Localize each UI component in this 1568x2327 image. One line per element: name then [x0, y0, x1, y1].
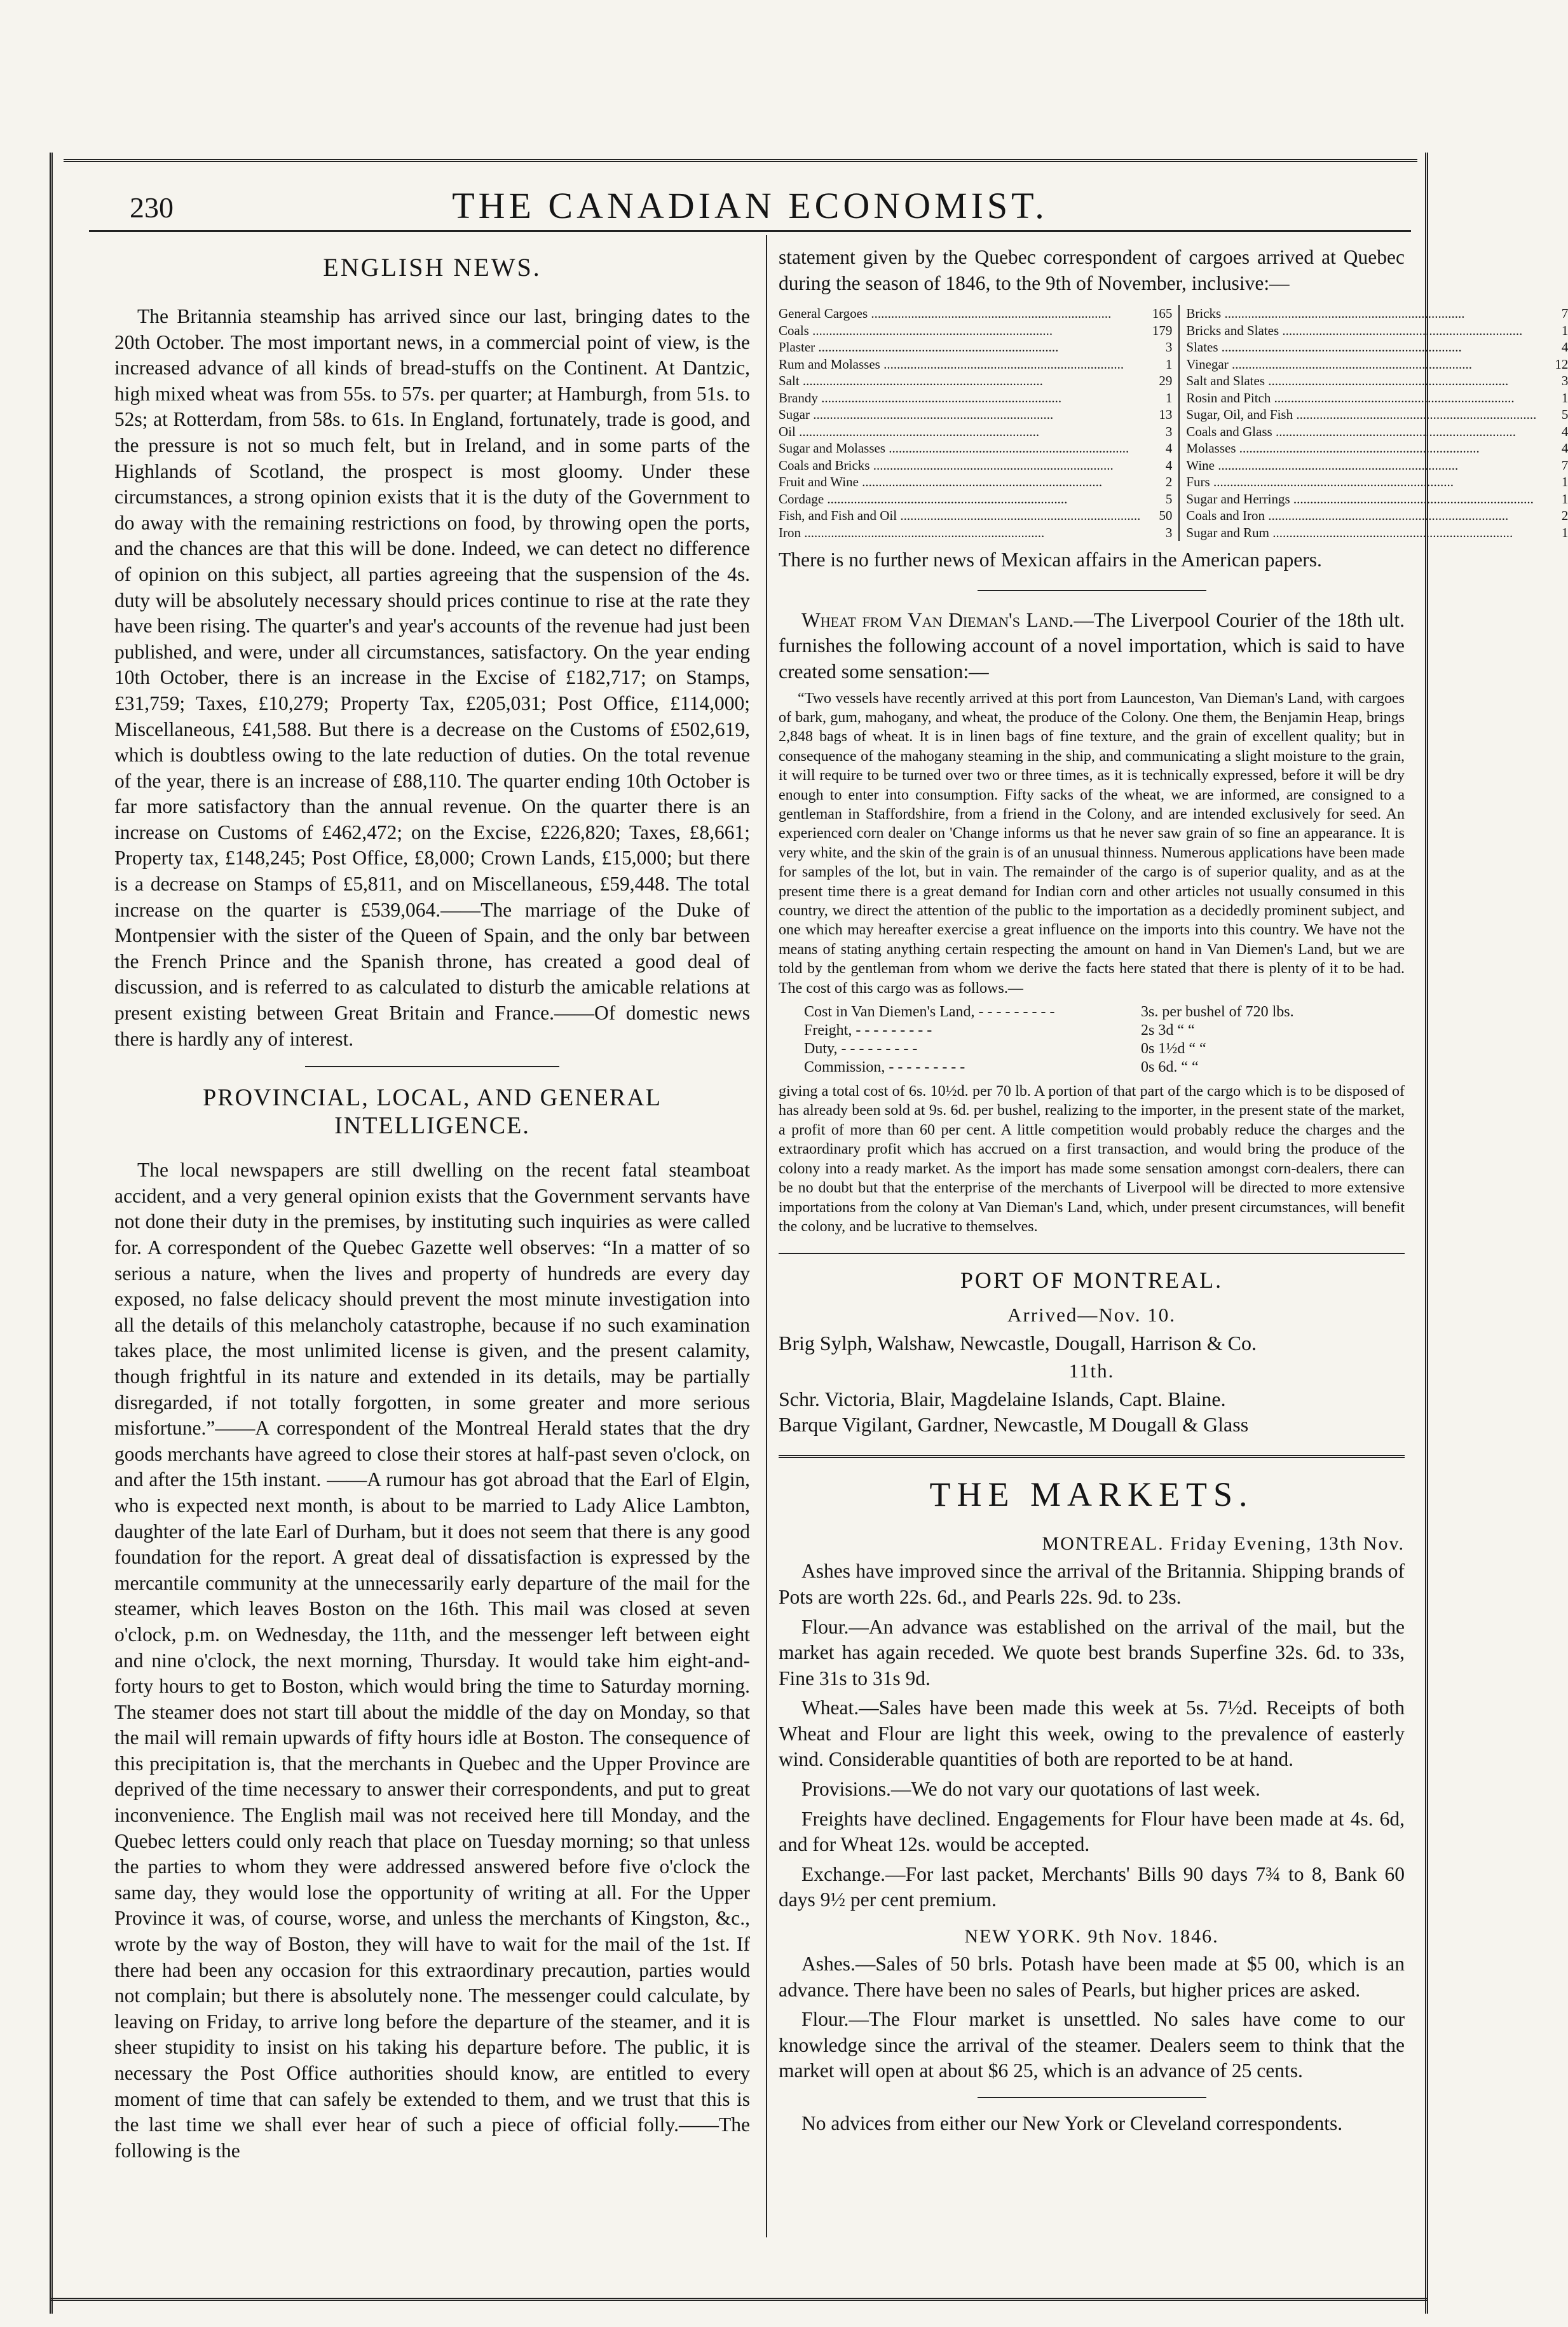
left-border	[50, 153, 53, 2314]
column-divider	[766, 235, 767, 2237]
section-rule	[779, 1455, 1405, 1458]
cargo-name: Wine .....	[1186, 457, 1536, 474]
markets-heading: THE MARKETS.	[929, 1475, 1254, 1514]
cargo-row	[779, 305, 1172, 322]
ny-ashes: Ashes.—Sales of 50 brls. Potash have been made at $5 00, which is an advance. There have been no sales of Pearls, but higher prices are asked.	[779, 1953, 1405, 2001]
cargo-count: 165	[1152, 306, 1173, 322]
cargo-name: Furs .....	[1186, 474, 1536, 491]
date-11th: 11th.	[1068, 1360, 1115, 1382]
provincial-heading: PROVINCIAL, LOCAL, AND GENERAL INTELLIGENCE.	[203, 1084, 662, 1140]
cargo-row	[779, 390, 1172, 407]
cargo-count: 1	[1165, 356, 1173, 372]
wheat-intro: —The Liverpool Courier of the 18th ult. furnishes the following account of a novel importation, which is said to have created some sensation:—	[779, 608, 1405, 683]
cargo-row	[1186, 372, 1568, 390]
cost-label: Freight, - -	[804, 1021, 1141, 1040]
cargo-name: Iron .....	[779, 524, 1140, 542]
cargo-count: 4	[1165, 457, 1173, 473]
cost-row	[804, 1040, 1405, 1058]
cargo-count: 1	[1561, 491, 1568, 507]
left-column	[114, 245, 750, 2167]
cargo-count: 2	[1165, 474, 1173, 490]
cargo-row	[1186, 339, 1568, 356]
market-ashes: Ashes have improved since the arrival of the Britannia. Shipping brands of Pots are worth 22s. 6d., and Pearls 22s. 9d. to 23s.	[779, 1560, 1405, 1608]
cargo-name: Fruit and Wine .....	[779, 474, 1140, 491]
cargo-count: 29	[1159, 373, 1173, 389]
english-news-paragraph: The Britannia steamship has arrived since our last, bringing dates to the 20th October. The most important news, in a commercial point of view, is the increased advance of all kinds of bread-stuffs on the Continent. At Dantzic, high mixed wheat was from 55s. to 57s. per quarter; at Hamburgh, from 51s. to 52s; at Rotterdam, from 58s. to 61s. In England, fortunately, trade is good, and the pressure is not so much felt, but in Ireland, and in some parts of the Highlands of Scotland, the prospect is most gloomy. Under these circumstances, a strong opinion exists that it is the duty of the Government to do away with the remaining restrictions on food, by throwing open the ports, and the chances are that this will be done. Indeed, we can detect no difference of opinion on this subject, all parties agreeing that the suspension of the 4s. duty will be absolutely necessary should prices continue to rise at the rate they have been rising. The quarter's and year's accounts of the revenue had just been published, and were, under all circumstances, satisfactory. On the year ending 10th October, there is an increase in the Excise of £182,717; on Stamps, £31,759; Taxes, £10,279; Property Tax, £205,031; Post Office, £114,000; Miscellaneous, £41,588. But there is a decrease on the Customs of £502,619, which is doubtless owing to the late reduction of duties. On the total revenue of the year, there is an increase of £88,110. The quarter ending 10th October is far more satisfactory than the annual revenue. On the quarter there is an increase on Customs of £462,472; on the Excise, £226,820; Taxes, £8,661; Property tax, £148,245; Post Office, £8,000; Crown Lands, £15,000; but there is a decrease on Stamps of £5,811, and on Miscellaneous, £59,448. The total increase on the quarter is £539,064.——The marriage of the Duke of Montpensier with the sister of the Queen of Spain, and the only bar between the French Prince and the Spanish throne, has created a good deal of discussion, and is referred to as calculated to disturb the amicable relations at present existing between Great Britain and France.——Of domestic news there is hardly any of interest.	[114, 305, 750, 1050]
cargo-count: 4	[1561, 339, 1568, 355]
cargo-count: 12	[1555, 356, 1568, 372]
newspaper-page	[38, 25, 1568, 2304]
cargo-row	[1186, 507, 1568, 524]
cargo-name: Brandy .....	[779, 390, 1140, 407]
header-rule	[89, 230, 1411, 232]
cargo-row	[1186, 457, 1568, 474]
cargo-row	[1186, 406, 1568, 423]
cargo-name: Salt and Slates .....	[1186, 372, 1536, 390]
cargo-name: Bricks and Slates .....	[1186, 322, 1536, 339]
cargo-name: Sugar .....	[779, 406, 1140, 423]
section-rule	[779, 1253, 1405, 1254]
cargo-name: Molasses .....	[1186, 440, 1536, 457]
cargo-list-left	[779, 305, 1180, 541]
cost-value: 0s 1½d “ “	[1141, 1041, 1206, 1058]
cargo-name: Sugar, Oil, and Fish .....	[1186, 406, 1536, 423]
cargo-row	[779, 491, 1172, 508]
cargo-row	[1186, 356, 1568, 373]
top-border	[64, 159, 1417, 162]
cargo-row	[779, 423, 1172, 440]
cargo-name: General Cargoes .....	[779, 305, 1140, 322]
cargo-count: 1	[1561, 524, 1568, 540]
cargo-row	[779, 524, 1172, 542]
cargo-name: Salt .....	[779, 372, 1140, 390]
cargo-name: Coals .....	[779, 322, 1140, 339]
cargo-count: 50	[1159, 508, 1173, 524]
wheat-paragraph	[779, 608, 1405, 685]
cargo-count: 1	[1561, 390, 1568, 406]
wheat-after: giving a total cost of 6s. 10½d. per 70 lb. A portion of that part of the cargo which is to be disposed of has already been sold at 9s. 6d. per bushel, realizing to the importer, in the present state of the market, a profit of more than 60 per cent. A little competition would probably reduce the charges and the extraordinary profit which has accrued on a first transaction, and would bring the produce of the colony into a ready market. As the import has made some sensation amongst corn-dealers, there can be no doubt but that the enterprise of the merchants of Liverpool will be directed to more extensive importations from the colony at Van Dieman's Land, which, under present circumstances, will benefit the colony, and be lucrative to themselves.	[779, 1083, 1405, 1235]
cost-row	[804, 1021, 1405, 1040]
page-header	[89, 173, 1411, 230]
cargo-row	[779, 507, 1172, 524]
cargo-name: Plaster .....	[779, 339, 1140, 356]
cost-row	[804, 1058, 1405, 1077]
cargo-count: 4	[1165, 440, 1173, 456]
cargo-row	[779, 474, 1172, 491]
cargo-row	[779, 339, 1172, 356]
cost-label: Commission, - -	[804, 1058, 1141, 1077]
market-wheat: Wheat.—Sales have been made this week at 5s. 7½d. Receipts of both Wheat and Flour are light this week, owing to the prevalence of easterly wind. Considerable quantities of both are reported to be at hand.	[779, 1696, 1405, 1771]
cargo-count: 3	[1165, 339, 1173, 355]
cargo-intro: statement given by the Quebec correspondent of cargoes arrived at Quebec during the season of 1846, to the 9th of November, inclusive:—	[779, 246, 1405, 294]
cargo-count: 5	[1165, 491, 1173, 507]
cargo-name: Rum and Molasses .....	[779, 356, 1140, 373]
cargo-list-right	[1186, 305, 1568, 541]
cargo-name: Bricks .....	[1186, 305, 1536, 322]
mexican-news: There is no further news of Mexican affairs in the American papers.	[779, 549, 1322, 571]
cargo-count: 1	[1561, 322, 1568, 338]
cargo-table	[779, 305, 1568, 541]
cargo-row	[779, 406, 1172, 423]
cost-value: 2s 3d “ “	[1141, 1022, 1195, 1039]
cargo-row	[779, 356, 1172, 373]
bottom-border	[51, 2298, 1427, 2301]
cargo-count: 5	[1561, 407, 1568, 423]
wheat-quote: “Two vessels have recently arrived at this port from Launceston, Van Dieman's Land, with cargoes of bark, gum, mahogany, and wheat, the produce of the Colony. One them, the Benjamin Heap, brings 2,848 bags of wheat. It is in linen bags of fine texture, and the grain of excellent quality; but in consequence of the mahogany steaming in the ship, and communicating a slight moisture to the grain, it will require to be turned over two or three times, as it is technically expressed, before it will be dry enough to enter into consumption. Fifty sacks of the wheat, we are informed, are consigned to a gentleman in Staffordshire, from a friend in the Colony, and are intended exclusively for seed. An experienced corn dealer on 'Change informs us that he never saw grain of so fine an appearance. It is very white, and the skin of the grain is of an unusual thinness. Numerous applications have been made for samples of the lot, but in vain. The remainder of the cargo is of superior quality, and as at the present time there is a great demand for Indian corn and other articles not usually consumed in this country, we direct the attention of the public to the importation as a decidedly prominent subject, and one which may hereafter exercise a great influence on the imports into this country. We have not the means of stating anything certain respecting the amount on hand in Van Diemen's Land, but we are told by the gentleman from whom we derive the facts here stated that there is plenty of it to be had. The cost of this cargo was as follows.—	[779, 690, 1405, 997]
cargo-name: Slates .....	[1186, 339, 1536, 356]
wheat-lead: Wheat from Van Dieman's Land.	[801, 608, 1074, 631]
ship-entry: Barque Vigilant, Gardner, Newcastle, M Dougall & Glass	[779, 1413, 1249, 1436]
montreal-dateline: MONTREAL. Friday Evening, 13th Nov.	[1042, 1533, 1405, 1555]
market-flour: Flour.—An advance was established on the arrival of the mail, but the market has again receded. We quote best brands Superfine 32s. 6d. to 33s, Fine 31s to 31s 9d.	[779, 1615, 1405, 1689]
cost-label: Cost in Van Diemen's Land, - -	[804, 1003, 1141, 1021]
cargo-count: 3	[1561, 373, 1568, 389]
market-freights: Freights have declined. Engagements for Flour have been made at 4s. 6d, and for Wheat 12s. would be accepted.	[779, 1807, 1405, 1856]
cargo-name: Sugar and Rum .....	[1186, 524, 1536, 542]
cargo-count: 3	[1165, 423, 1173, 439]
cargo-name: Coals and Iron .....	[1186, 507, 1536, 524]
arrived-date: Arrived—Nov. 10.	[1007, 1304, 1176, 1327]
cargo-count: 7	[1561, 306, 1568, 322]
newyork-dateline: NEW YORK. 9th Nov. 1846.	[964, 1926, 1219, 1948]
cost-label: Duty, - -	[804, 1040, 1141, 1058]
cargo-name: Vinegar .....	[1186, 356, 1536, 373]
section-rule	[305, 1066, 559, 1067]
cargo-row	[1186, 305, 1568, 322]
ship-entry: Schr. Victoria, Blair, Magdelaine Islands, Capt. Blaine.	[779, 1388, 1226, 1411]
provincial-paragraph: The local newspapers are still dwelling on the recent fatal steamboat accident, and a very general opinion exists that the Government servants have not done their duty in the premises, by instituting such inquiries as were called for. A correspondent of the Quebec Gazette well observes: “In a matter of so serious a nature, when the lives and property of hundreds are every day exposed, no false delicacy should prevent the most minute investigation into all the details of this melancholy catastrophe, because if no such examination takes place, the most unlimited license is given, and the present calamity, though frightful in its nature and extended in its details, may be partially disregarded, if not totally forgotten, in some greater and more serious misfortune.”——A correspondent of the Montreal Herald states that the dry goods merchants have agreed to close their stores at half-past seven o'clock, on and after the 15th instant. ——A rumour has got abroad that the Earl of Elgin, who is expected next month, is about to be married to Lady Alice Lambton, daughter of the late Earl of Durham, but it does not seem that there is any good foundation for the report. A great deal of dissatisfaction is expressed by the mercantile community at the unnecessarily early departure of the mail for the steamer, which leaves Boston on the 16th. This mail was closed at seven o'clock, p.m. on Wednesday, the 11th, and the messenger left between eight and nine o'clock, the next morning, Thursday. It would take him eight-and-forty hours to get to Boston, which would bring the time to Saturday morning. The steamer does not start till about the middle of the day on Monday, so that the mail will remain upwards of fifty hours idle at Boston. The consequence of this precipitation is, that the merchants in Quebec and the Upper Province are deprived of the time necessary to answer their correspondents, and put to great inconvenience. The English mail was not received here till Monday, and the Quebec letters could only reach that place on Tuesday morning; so that unless the parties to whom they were addressed answered before five o'clock the same day, they would lose the opportunity of writing at all. For the Upper Province it was, of course, worse, and unless the merchants of Kingston, &c., wrote by the way of Boston, they will have to wait for the mail of the 1st. If there had been any occasion for this extraordinary precaution, parties would not complain; but there is absolutely none. The messenger could calculate, by leaving on Friday, to arrive long before the departure of the steamer, and it is sheer stupidity to insist on his taking his departure before. The public, it is necessary the Post Office authorities should know, are entitled to every moment of time that can safely be extended to them, and we trust that this is the last time we shall ever hear of such a piece of official folly.——The following is the	[114, 1159, 750, 2162]
english-news-heading: ENGLISH NEWS.	[323, 253, 542, 282]
cost-value: 0s 6d. “ “	[1141, 1059, 1199, 1076]
cargo-row	[779, 440, 1172, 457]
section-rule	[978, 590, 1206, 591]
cargo-name: Oil .....	[779, 423, 1140, 440]
cargo-row	[1186, 440, 1568, 457]
cargo-count: 4	[1561, 440, 1568, 456]
cargo-count: 13	[1159, 407, 1173, 423]
cost-row	[804, 1003, 1405, 1021]
cargo-row	[1186, 474, 1568, 491]
cargo-count: 179	[1152, 322, 1173, 338]
ny-flour: Flour.—The Flour market is unsettled. No sales have come to our knowledge since the arrival of the steamer. Dealers seem to think that the market will open at about $6 25, which is an advance of 25 cents.	[779, 2008, 1405, 2082]
port-heading: PORT OF MONTREAL.	[960, 1267, 1224, 1293]
cargo-row	[779, 372, 1172, 390]
cargo-name: Rosin and Pitch .....	[1186, 390, 1536, 407]
cargo-row	[1186, 491, 1568, 508]
cargo-name: Fish, and Fish and Oil .....	[779, 507, 1140, 524]
cargo-name: Sugar and Herrings .....	[1186, 491, 1536, 508]
cargo-name: Coals and Bricks .....	[779, 457, 1140, 474]
cost-table	[804, 1003, 1405, 1077]
market-provisions: Provisions.—We do not vary our quotations of last week.	[801, 1778, 1260, 1801]
no-advices: No advices from either our New York or Cleveland correspondents.	[801, 2112, 1343, 2134]
right-column	[779, 245, 1568, 2141]
cargo-row	[779, 322, 1172, 339]
cargo-row	[779, 457, 1172, 474]
cargo-name: Coals and Glass .....	[1186, 423, 1536, 440]
page-number: 230	[130, 191, 174, 224]
cargo-row	[1186, 322, 1568, 339]
section-rule	[978, 2097, 1206, 2098]
cargo-row	[1186, 423, 1568, 440]
cargo-name: Cordage .....	[779, 491, 1140, 508]
cargo-count: 3	[1165, 524, 1173, 540]
market-exchange: Exchange.—For last packet, Merchants' Bills 90 days 7¾ to 8, Bank 60 days 9½ per cent premium.	[779, 1862, 1405, 1911]
cargo-count: 4	[1561, 423, 1568, 439]
ship-entry: Brig Sylph, Walshaw, Newcastle, Dougall, Harrison & Co.	[779, 1332, 1257, 1355]
cargo-row	[1186, 390, 1568, 407]
cargo-name: Sugar and Molasses .....	[779, 440, 1140, 457]
cargo-row	[1186, 524, 1568, 542]
cargo-count: 1	[1165, 390, 1173, 406]
cargo-count: 1	[1561, 474, 1568, 490]
cargo-count: 7	[1561, 457, 1568, 473]
masthead-title: THE CANADIAN ECONOMIST.	[452, 185, 1048, 226]
cargo-count: 2	[1561, 508, 1568, 524]
cost-value: 3s. per bushel of 720 lbs.	[1141, 1004, 1294, 1021]
